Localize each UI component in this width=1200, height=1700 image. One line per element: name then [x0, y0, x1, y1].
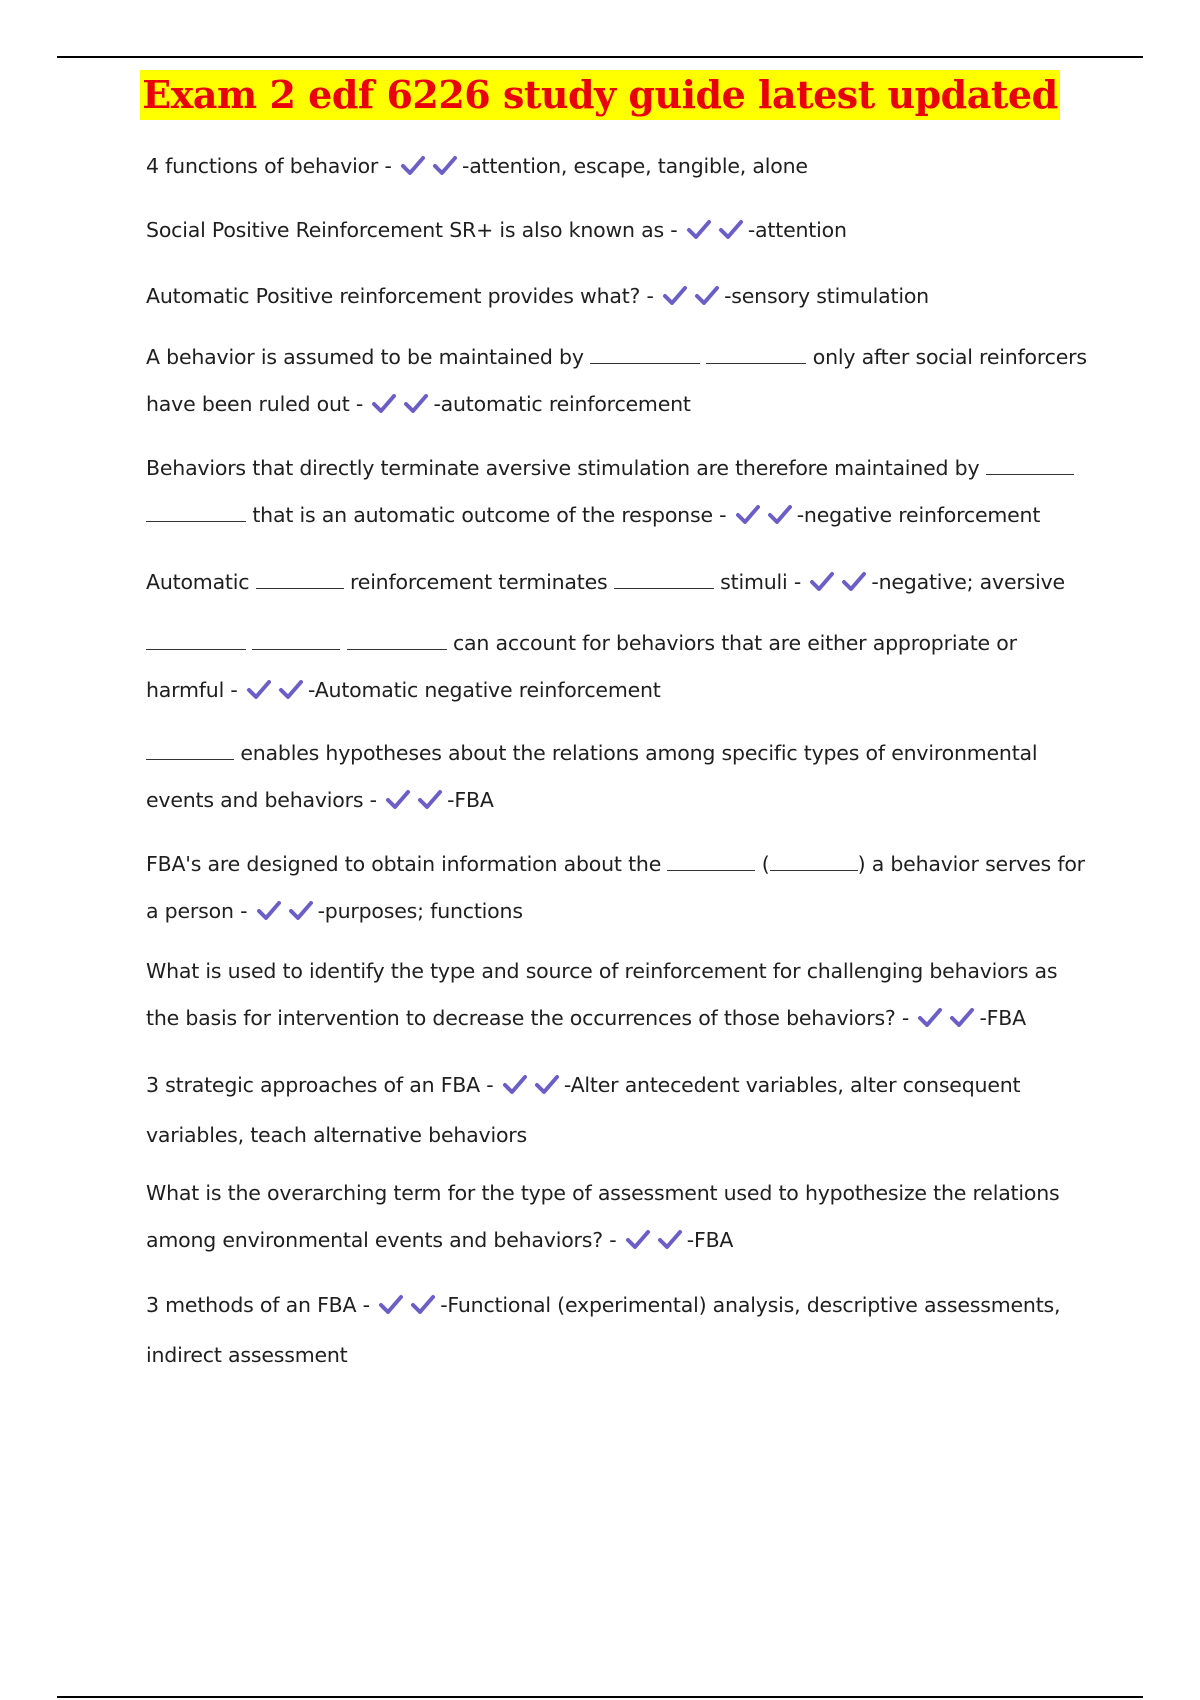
- question-text: Automatic Positive reinforcement provides what? -: [146, 284, 654, 308]
- qa-item-7: [146, 620, 1096, 717]
- answer-text: -negative; aversive: [871, 570, 1065, 594]
- check-icon: [841, 570, 867, 592]
- question-text: 3 methods of an FBA -: [146, 1293, 370, 1317]
- double-check-icon: [809, 562, 869, 609]
- question-text: only after social reinforcers have been ruled out -: [146, 345, 1087, 416]
- check-icon: [718, 218, 744, 240]
- check-icon: [949, 1006, 975, 1028]
- check-icon: [809, 570, 835, 592]
- question-text: What is the overarching term for the type of assessment used to hypothesize the relations among environmental events and behaviors? -: [146, 1181, 1060, 1252]
- check-icon: [686, 218, 712, 240]
- check-icon: [502, 1073, 528, 1095]
- qa-item-3: [146, 273, 1096, 323]
- double-check-icon: [662, 276, 722, 323]
- question-text: Automatic: [146, 570, 250, 594]
- question-text: Behaviors that directly terminate aversive stimulation are therefore maintained by: [146, 456, 980, 480]
- double-check-icon: [378, 1285, 438, 1332]
- bottom-rule: [57, 1696, 1143, 1698]
- answer-text: -automatic reinforcement: [433, 392, 691, 416]
- check-icon: [767, 503, 793, 525]
- question-text: A behavior is assumed to be maintained by: [146, 345, 584, 369]
- qa-item-13: [146, 1282, 1096, 1379]
- check-icon: [694, 284, 720, 306]
- check-icon: [410, 1293, 436, 1315]
- check-icon: [432, 154, 458, 176]
- fill-blank: [146, 503, 246, 522]
- qa-item-1: [146, 143, 1096, 193]
- double-check-icon: [246, 670, 306, 717]
- check-icon: [256, 899, 282, 921]
- check-icon: [400, 154, 426, 176]
- fill-blank: [986, 456, 1074, 475]
- check-icon: [625, 1228, 651, 1250]
- fill-blank: [252, 631, 340, 650]
- answer-text: -FBA: [447, 788, 494, 812]
- check-icon: [278, 678, 304, 700]
- title-block: [0, 70, 1200, 120]
- double-check-icon: [502, 1065, 562, 1112]
- check-icon: [917, 1006, 943, 1028]
- check-icon: [657, 1228, 683, 1250]
- check-icon: [403, 392, 429, 414]
- answer-text: -FBA: [979, 1006, 1026, 1030]
- double-check-icon: [686, 210, 746, 257]
- double-check-icon: [917, 998, 977, 1045]
- qa-item-8: [146, 730, 1096, 827]
- answer-text: -attention: [747, 218, 847, 242]
- answer-text: -Functional (experimental) analysis, descriptive assessments, indirect assessment: [146, 1293, 1061, 1367]
- qa-item-9: FBA's are designed to obtain information about the ( ) a behavior serves for a person - -purposes; functions: [146, 841, 1096, 938]
- check-icon: [371, 392, 397, 414]
- check-icon: [378, 1293, 404, 1315]
- fill-blank: [146, 631, 246, 650]
- fill-blank: [146, 741, 234, 760]
- check-icon: [385, 788, 411, 810]
- question-text: enables hypotheses about the relations among specific types of environmental events and behaviors -: [146, 741, 1038, 812]
- answer-text: -attention, escape, tangible, alone: [462, 154, 808, 178]
- top-rule: [57, 56, 1143, 58]
- answer-text: -Automatic negative reinforcement: [307, 678, 661, 702]
- answer-text: -sensory stimulation: [724, 284, 929, 308]
- answer-text: -purposes; functions: [317, 899, 523, 923]
- question-text: 4 functions of behavior -: [146, 154, 392, 178]
- question-text: 3 strategic approaches of an FBA -: [146, 1073, 494, 1097]
- check-icon: [534, 1073, 560, 1095]
- question-text: Social Positive Reinforcement SR+ is also known as -: [146, 218, 678, 242]
- question-text: that is an automatic outcome of the response -: [252, 503, 727, 527]
- qa-item-2: [146, 207, 1096, 257]
- fill-blank: [256, 570, 344, 589]
- question-text: FBA's are designed to obtain information about the: [146, 852, 662, 876]
- double-check-icon: [625, 1220, 685, 1267]
- answer-text: -FBA: [686, 1228, 734, 1252]
- question-text: reinforcement terminates: [350, 570, 608, 594]
- qa-item-12: [146, 1170, 1096, 1267]
- answer-text: -Alter antecedent variables, alter consequent variables, teach alternative behaviors: [146, 1073, 1021, 1147]
- check-icon: [417, 788, 443, 810]
- document-title: Exam 2 edf 6226 study guide latest updated: [140, 70, 1059, 120]
- check-icon: [246, 678, 272, 700]
- double-check-icon: [735, 495, 795, 542]
- qa-item-5: [146, 445, 1096, 542]
- qa-item-6: [146, 559, 1096, 609]
- fill-blank: [706, 345, 806, 364]
- question-text: stimuli -: [720, 570, 802, 594]
- check-icon: [735, 503, 761, 525]
- qa-item-4: [146, 334, 1096, 431]
- qa-item-11: [146, 1062, 1096, 1159]
- double-check-icon: [371, 384, 431, 431]
- question-text: can account for behaviors that are either appropriate or harmful -: [146, 631, 1017, 702]
- answer-text: -negative reinforcement: [796, 503, 1041, 527]
- question-text: ) a behavior serves for a person -: [146, 852, 1085, 923]
- fill-blank: [614, 570, 714, 589]
- qa-item-10: [146, 948, 1096, 1045]
- fill-blank: [770, 852, 858, 871]
- fill-blank: [667, 852, 755, 871]
- double-check-icon: [385, 780, 445, 827]
- check-icon: [662, 284, 688, 306]
- double-check-icon: [400, 146, 460, 193]
- question-text: What is used to identify the type and source of reinforcement for challenging behaviors as the basis for intervention to decrease the occurrences of those behaviors? -: [146, 959, 1058, 1030]
- double-check-icon: [256, 891, 316, 938]
- fill-blank: [347, 631, 447, 650]
- fill-blank: [590, 345, 700, 364]
- check-icon: [288, 899, 314, 921]
